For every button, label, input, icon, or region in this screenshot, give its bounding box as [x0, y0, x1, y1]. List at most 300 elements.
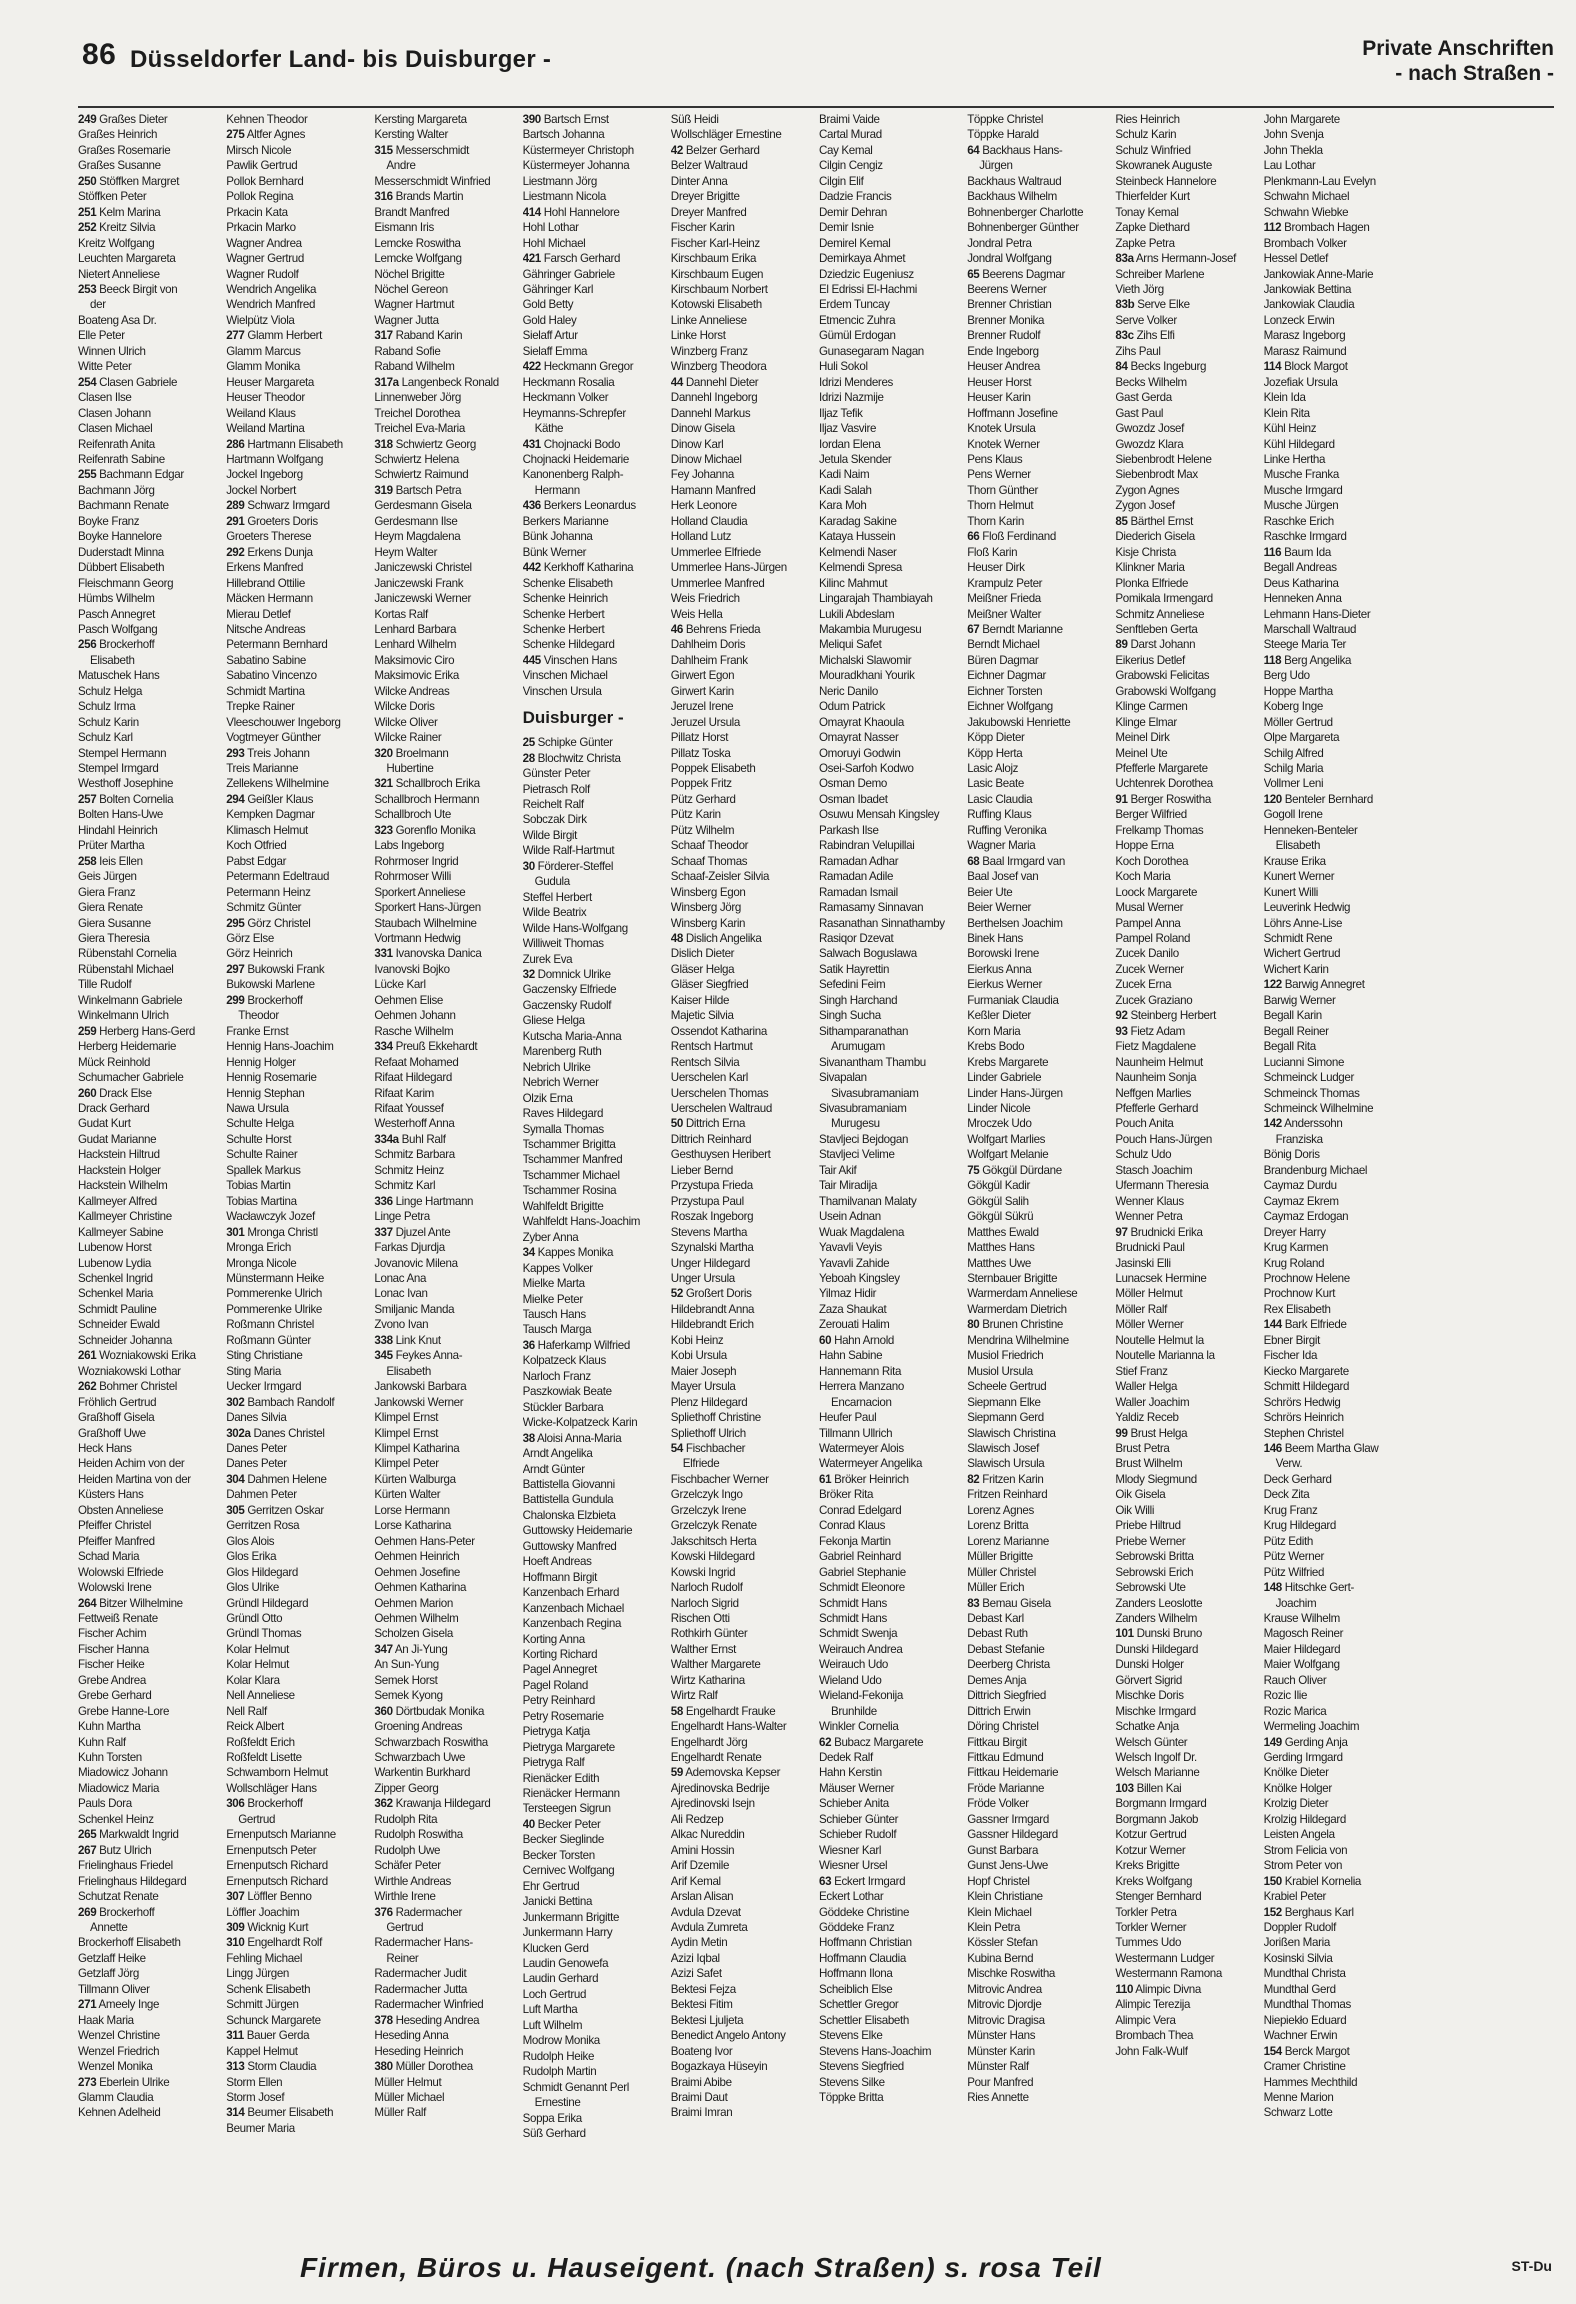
- directory-entry: [819, 1843, 961, 1858]
- resident-name: Herrera Manzano: [818, 1380, 904, 1394]
- directory-entry: [1264, 1997, 1406, 2012]
- resident-name: Stavljeci Bejdogan: [818, 1132, 909, 1146]
- directory-entry: [374, 1317, 516, 1332]
- directory-entry: [226, 282, 368, 297]
- house-number: 112: [1263, 221, 1282, 235]
- directory-entry: [523, 375, 665, 390]
- directory-entry: [671, 220, 813, 235]
- resident-name: Pauls Dora: [78, 1797, 132, 1811]
- resident-name: Stasch Joachim: [1115, 1163, 1193, 1177]
- resident-name: Rex Elisabeth: [1263, 1302, 1331, 1316]
- resident-name: Töppke Harald: [967, 128, 1039, 142]
- directory-entry: [226, 684, 368, 699]
- resident-name: Berck Margot: [1284, 2044, 1350, 2058]
- resident-name: Grzelczyk Irene: [670, 1503, 747, 1517]
- directory-entry: [78, 1039, 220, 1054]
- resident-name: Scholzen Gisela: [374, 1627, 453, 1641]
- resident-name: Grzelczyk Ingo: [670, 1488, 743, 1502]
- resident-name: Rentsch Hartmut: [670, 1040, 753, 1054]
- directory-entry: [671, 1626, 813, 1641]
- house-number: 253: [78, 282, 97, 296]
- directory-entry: [78, 1812, 220, 1827]
- resident-name: Heseding Anna: [374, 2029, 449, 2043]
- resident-name: Kallmeyer Christine: [78, 1210, 172, 1224]
- resident-name: Klinge Elmar: [1115, 715, 1177, 729]
- resident-name: Grabowski Felicitas: [1115, 669, 1210, 683]
- resident-name: Schreiber Marlene: [1115, 267, 1205, 281]
- resident-name: Barwig Werner: [1263, 993, 1336, 1007]
- directory-entry: [374, 854, 516, 869]
- resident-name: Olpe Margareta: [1263, 731, 1340, 745]
- directory-entry: [523, 1771, 665, 1786]
- directory-entry: [78, 1858, 220, 1873]
- resident-name: Ebner Birgit: [1263, 1333, 1320, 1347]
- directory-entry: [226, 127, 368, 142]
- resident-name: Gudula: [534, 875, 570, 889]
- directory-entry: [78, 189, 220, 204]
- directory-entry: [967, 993, 1109, 1008]
- directory-entry: [671, 344, 813, 359]
- resident-name: Radermacher Jutta: [374, 1982, 468, 1996]
- directory-entry: [1115, 143, 1257, 158]
- directory-entry: [819, 437, 961, 452]
- resident-name: Klimpel Katharina: [374, 1441, 460, 1455]
- directory-entry: [226, 1256, 368, 1271]
- directory-entry: [374, 375, 516, 390]
- resident-name: Krug Karmen: [1263, 1241, 1329, 1255]
- house-number: 345: [374, 1349, 393, 1363]
- directory-entry: [523, 112, 665, 127]
- directory-entry: [1115, 1024, 1257, 1039]
- directory-entry: [78, 1719, 220, 1734]
- directory-entry: [1264, 916, 1406, 931]
- resident-name: Sivasubramaniam: [830, 1086, 919, 1100]
- directory-entry: [819, 514, 961, 529]
- directory-entry: [78, 1673, 220, 1688]
- resident-name: Schmitz Karl: [374, 1179, 436, 1193]
- resident-name: Hoeft Andreas: [522, 1555, 592, 1569]
- directory-entry: [1115, 746, 1257, 761]
- resident-name: Avdula Zumreta: [670, 1921, 748, 1935]
- resident-name: Glos Alois: [226, 1534, 275, 1548]
- resident-name: Müller Brigitte: [967, 1550, 1033, 1564]
- house-number: 275: [226, 128, 245, 142]
- resident-name: Pfefferle Margarete: [1115, 762, 1208, 776]
- directory-entry: [819, 792, 961, 807]
- directory-entry: [671, 792, 813, 807]
- directory-entry: [374, 576, 516, 591]
- directory-entry: [819, 931, 961, 946]
- resident-name: Winkelmann Ulrich: [78, 1009, 169, 1023]
- directory-entry: [819, 313, 961, 328]
- resident-name: Battistella Giovanni: [522, 1477, 615, 1491]
- directory-entry: [1264, 1719, 1406, 1734]
- resident-name: Hahn Arnold: [834, 1333, 895, 1347]
- directory-entry: [671, 1596, 813, 1611]
- directory-entry: [78, 1565, 220, 1580]
- directory-entry: [226, 375, 368, 390]
- directory-entry: [374, 746, 516, 761]
- resident-name: Pütz Werner: [1263, 1550, 1324, 1564]
- resident-name: Osman Demo: [818, 777, 888, 791]
- resident-name: Danes Peter: [226, 1441, 287, 1455]
- resident-name: Skowranek Auguste: [1115, 159, 1212, 173]
- resident-name: Ajredinovski Isejn: [670, 1797, 755, 1811]
- resident-name: Mirsch Nicole: [226, 143, 292, 157]
- resident-name: Weis Hella: [670, 607, 723, 621]
- house-number: 65: [967, 267, 980, 281]
- directory-entry: [1264, 1209, 1406, 1224]
- resident-name: Jorißen Maria: [1263, 1936, 1330, 1950]
- directory-entry: [967, 189, 1109, 204]
- resident-name: Wichert Gertrud: [1263, 947, 1341, 961]
- directory-entry: [374, 1518, 516, 1533]
- resident-name: Danes Silvia: [226, 1411, 287, 1425]
- directory-entry: [374, 1704, 516, 1719]
- resident-name: Musiol Friedrich: [967, 1349, 1044, 1363]
- resident-name: Bärthel Ernst: [1130, 514, 1193, 528]
- resident-name: Raband Sofie: [374, 344, 441, 358]
- resident-name: Unger Hildegard: [670, 1256, 750, 1270]
- resident-name: Kadi Naim: [818, 468, 870, 482]
- directory-entry: [819, 1935, 961, 1950]
- resident-name: Arif Dzemile: [670, 1859, 730, 1873]
- directory-entry: [374, 282, 516, 297]
- directory-entry: [967, 359, 1109, 374]
- resident-name: Eckert Irmgard: [834, 1874, 906, 1888]
- resident-name: Wilde Ralf-Hartmut: [522, 844, 615, 858]
- house-number: 315: [374, 143, 393, 157]
- resident-name: Möller Ralf: [1115, 1302, 1167, 1316]
- directory-entry-continuation: [819, 1704, 961, 1719]
- resident-name: Koch Maria: [1115, 870, 1171, 884]
- resident-name: Lubenow Horst: [78, 1241, 152, 1255]
- house-number: 46: [670, 622, 683, 636]
- resident-name: Battistella Gundula: [522, 1493, 614, 1507]
- resident-name: Weiland Klaus: [226, 406, 296, 420]
- resident-name: Kutscha Maria-Anna: [522, 1029, 622, 1043]
- directory-entry: [1115, 1178, 1257, 1193]
- resident-name: Ajredinovska Bedrije: [670, 1781, 770, 1795]
- directory-entry: [1115, 885, 1257, 900]
- directory-entry: [819, 607, 961, 622]
- directory-entry: [1264, 1935, 1406, 1950]
- directory-entry: [967, 1657, 1109, 1672]
- directory-entry: [671, 653, 813, 668]
- directory-entry: [226, 1286, 368, 1301]
- resident-name: Strom Peter von: [1263, 1859, 1343, 1873]
- directory-entry: [374, 869, 516, 884]
- directory-entry: [671, 1348, 813, 1363]
- resident-name: Gwozdz Josef: [1115, 422, 1185, 436]
- directory-entry: [374, 1178, 516, 1193]
- resident-name: Brust Petra: [1115, 1441, 1170, 1455]
- directory-entry: [226, 838, 368, 853]
- resident-name: Sternbauer Brigitte: [967, 1271, 1058, 1285]
- resident-name: Klein Ida: [1263, 391, 1306, 405]
- directory-entry: [78, 1549, 220, 1564]
- directory-entry: [523, 1338, 665, 1353]
- resident-name: Treis Johann: [247, 746, 310, 760]
- directory-entry: [78, 993, 220, 1008]
- resident-name: Mronga Christl: [247, 1225, 318, 1239]
- directory-entry: [1115, 1765, 1257, 1780]
- directory-entry: [1264, 112, 1406, 127]
- directory-entry: [671, 2075, 813, 2090]
- resident-name: Schwiertz Georg: [395, 437, 477, 451]
- directory-entry: [78, 1364, 220, 1379]
- resident-name: Trepke Rainer: [226, 700, 295, 714]
- directory-entry: [967, 854, 1109, 869]
- directory-entry: [671, 807, 813, 822]
- resident-name: Rifaat Hildegard: [374, 1071, 452, 1085]
- resident-name: Dislich Dieter: [670, 947, 735, 961]
- house-number: 101: [1115, 1627, 1134, 1641]
- directory-entry: [967, 1966, 1109, 1981]
- resident-name: Raband Karin: [395, 329, 463, 343]
- resident-name: Schieber Günter: [818, 1812, 899, 1826]
- resident-name: Yaldiz Receb: [1115, 1411, 1179, 1425]
- resident-name: Wirthle Irene: [374, 1890, 436, 1904]
- resident-name: Heufer Paul: [818, 1411, 877, 1425]
- resident-name: Ieis Ellen: [99, 854, 143, 868]
- directory-entry: [1264, 2013, 1406, 2028]
- directory-entry: [819, 1827, 961, 1842]
- resident-name: Meinel Dirk: [1115, 731, 1170, 745]
- directory-entry: [671, 1132, 813, 1147]
- resident-name: Wenner Petra: [1115, 1210, 1183, 1224]
- resident-name: Oehmen Elise: [374, 993, 444, 1007]
- resident-name: Glos Erika: [226, 1550, 277, 1564]
- resident-name: Krawanja Hildegard: [395, 1797, 491, 1811]
- directory-entry: [374, 2075, 516, 2090]
- resident-name: Alimpic Terezija: [1115, 1998, 1191, 2012]
- house-number: 318: [374, 437, 393, 451]
- resident-name: Kobi Heinz: [670, 1333, 724, 1347]
- directory-entry: [374, 220, 516, 235]
- resident-name: Görz Christel: [247, 916, 311, 930]
- resident-name: Elle Peter: [78, 329, 125, 343]
- directory-entry: [819, 1178, 961, 1193]
- directory-entry: [78, 1132, 220, 1147]
- resident-name: Prkacin Kata: [226, 205, 288, 219]
- directory-entry: [967, 1951, 1109, 1966]
- resident-name: Amini Hossin: [670, 1843, 735, 1857]
- directory-entry: [671, 1858, 813, 1873]
- house-number: 83c: [1115, 329, 1134, 343]
- resident-name: Warkentin Burkhard: [374, 1766, 471, 1780]
- directory-entry: [819, 1534, 961, 1549]
- directory-entry: [226, 529, 368, 544]
- directory-entry: [671, 1796, 813, 1811]
- directory-entry: [226, 1333, 368, 1348]
- directory-entry: [523, 2049, 665, 2064]
- resident-name: Lukili Abdeslam: [818, 607, 895, 621]
- resident-name: Iordan Elena: [818, 437, 881, 451]
- resident-name: Rasiqor Dzevat: [818, 932, 894, 946]
- resident-name: Hoffmann Josefine: [967, 406, 1058, 420]
- directory-entry: [819, 1781, 961, 1796]
- house-number: 60: [818, 1333, 832, 1347]
- resident-name: Koch Otfried: [226, 839, 287, 853]
- resident-name: Kappes Volker: [522, 1261, 593, 1275]
- resident-name: Cilgin Cengiz: [818, 159, 883, 173]
- directory-entry: [671, 2013, 813, 2028]
- directory-entry: [226, 1827, 368, 1842]
- resident-name: Ruffing Klaus: [967, 808, 1032, 822]
- directory-entry: [78, 1982, 220, 1997]
- resident-name: Weirauch Andrea: [818, 1642, 903, 1656]
- footer-notice: Firmen, Büros u. Hauseigent. (nach Straßen) s. rosa Teil: [300, 2252, 1102, 2283]
- resident-name: Janiczewski Werner: [374, 592, 471, 606]
- resident-name: Linder Nicole: [967, 1102, 1031, 1115]
- resident-name: Dörtbudak Monika: [395, 1704, 485, 1718]
- resident-name: Siepmann Elke: [967, 1395, 1041, 1409]
- directory-entry: [226, 1379, 368, 1394]
- directory-entry: [1115, 977, 1257, 992]
- resident-name: Schettler Elisabeth: [818, 2013, 910, 2027]
- directory-entry: [1264, 977, 1406, 992]
- resident-name: Erdem Tuncay: [818, 298, 890, 312]
- directory-entry: [1264, 1750, 1406, 1765]
- resident-name: Westermann Ludger: [1115, 1951, 1215, 1965]
- directory-entry: [523, 1925, 665, 1940]
- resident-name: Tillmann Oliver: [78, 1982, 150, 1996]
- directory-entry: [78, 854, 220, 869]
- resident-name: Pommerenke Ulrike: [226, 1302, 323, 1316]
- resident-name: Gähringer Karl: [522, 282, 594, 296]
- resident-name: Reifenrath Sabine: [78, 452, 165, 466]
- directory-entry: [226, 668, 368, 683]
- directory-entry: [819, 529, 961, 544]
- directory-entry: [671, 576, 813, 591]
- resident-name: Heymanns-Schrepfer: [522, 406, 626, 420]
- directory-entry: [1115, 699, 1257, 714]
- resident-name: Michalski Slawomir: [818, 653, 912, 667]
- resident-name: Haak Maria: [78, 2013, 134, 2027]
- directory-entry: [1115, 529, 1257, 544]
- directory-entry: [523, 1446, 665, 1461]
- resident-name: Schulte Rainer: [226, 1148, 298, 1162]
- resident-name: Müller Christel: [967, 1565, 1037, 1579]
- directory-entry: [78, 1518, 220, 1533]
- resident-name: Görvert Sigrid: [1115, 1673, 1183, 1687]
- directory-entry: [226, 437, 368, 452]
- resident-name: Tschammer Manfred: [522, 1153, 623, 1167]
- resident-name: Schmitz Barbara: [374, 1148, 455, 1162]
- resident-name: Hannemann Rita: [818, 1364, 902, 1378]
- directory-entry: [967, 1410, 1109, 1425]
- resident-name: Krebs Margarete: [967, 1055, 1049, 1069]
- resident-name: Boateng Ivor: [670, 2044, 733, 2058]
- directory-entry: [671, 1302, 813, 1317]
- resident-name: Mitrovic Andrea: [967, 1982, 1042, 1996]
- directory-entry: [523, 1971, 665, 1986]
- directory-entry: [1115, 2013, 1257, 2028]
- house-number: 294: [226, 792, 245, 806]
- directory-entry: [819, 2059, 961, 2074]
- resident-name: Hindahl Heinrich: [78, 823, 158, 837]
- directory-entry: [671, 1982, 813, 1997]
- house-number: 66: [967, 530, 980, 544]
- resident-name: Mayer Ursula: [670, 1380, 736, 1394]
- directory-entry: [1264, 1147, 1406, 1162]
- directory-entry: [523, 143, 665, 158]
- resident-name: Elfriede: [682, 1457, 720, 1471]
- resident-name: Wielpütz Viola: [226, 313, 295, 327]
- resident-name: Gold Haley: [522, 313, 577, 327]
- resident-name: Mierau Detlef: [226, 607, 291, 621]
- house-number: 114: [1263, 360, 1282, 374]
- directory-entry: [967, 1426, 1109, 1441]
- directory-entry: [819, 375, 961, 390]
- resident-name: Demirel Kemal: [818, 236, 891, 250]
- resident-name: Meißner Walter: [967, 607, 1042, 621]
- resident-name: Dislich Angelika: [685, 932, 762, 946]
- resident-name: Wolfgart Marlies: [967, 1132, 1046, 1146]
- directory-entry: [226, 1935, 368, 1950]
- house-number: 257: [78, 792, 97, 806]
- resident-name: Sielaff Artur: [522, 329, 578, 343]
- directory-entry: [523, 251, 665, 266]
- resident-name: Benedict Angelo Antony: [670, 2029, 786, 2043]
- resident-name: Wiesner Karl: [818, 1843, 882, 1857]
- resident-name: Fettweiß Renate: [78, 1611, 158, 1625]
- resident-name: Boyke Hannelore: [78, 530, 162, 544]
- directory-entry: [671, 483, 813, 498]
- directory-entry: [374, 1410, 516, 1425]
- directory-entry: [523, 313, 665, 328]
- directory-entry: [374, 1796, 516, 1811]
- directory-entry: [967, 143, 1109, 158]
- resident-name: Kosinski Silvia: [1263, 1951, 1333, 1965]
- resident-name: Kunert Werner: [1263, 870, 1335, 884]
- resident-name: Schaaf Thomas: [670, 854, 748, 868]
- directory-entry: [226, 1271, 368, 1286]
- resident-name: Schulz Udo: [1115, 1148, 1172, 1162]
- directory-entry: [1264, 684, 1406, 699]
- resident-name: Leuchten Margareta: [78, 252, 176, 266]
- resident-name: Vinschen Michael: [522, 669, 608, 683]
- resident-name: Schwahn Wiebke: [1263, 205, 1349, 219]
- directory-entry: [671, 869, 813, 884]
- resident-name: Raschke Irmgard: [1263, 530, 1347, 544]
- resident-name: Schmidt Hans: [818, 1596, 887, 1610]
- directory-entry: [374, 1858, 516, 1873]
- resident-name: Fröhlich Gertrud: [78, 1395, 157, 1409]
- resident-name: Cartal Murad: [818, 128, 882, 142]
- directory-entry: [523, 1585, 665, 1600]
- resident-name: Schettler Gregor: [818, 1998, 899, 2012]
- resident-name: Haferkamp Wilfried: [537, 1338, 630, 1352]
- resident-name: Zurek Eva: [522, 952, 573, 966]
- directory-entry: [1115, 823, 1257, 838]
- page-header: [0, 0, 1576, 110]
- resident-name: Salwach Boguslawa: [818, 947, 917, 961]
- directory-entry: [374, 730, 516, 745]
- directory-entry: [374, 1024, 516, 1039]
- directory-entry: [1115, 1101, 1257, 1116]
- directory-entry: [226, 1410, 368, 1425]
- house-number: 422: [522, 360, 541, 374]
- section-label-line2: - nach Straßen -: [1395, 62, 1554, 85]
- directory-entry: [374, 838, 516, 853]
- resident-name: Storm Ellen: [226, 2075, 283, 2089]
- directory-entry: [967, 1827, 1109, 1842]
- directory-entry: [226, 1596, 368, 1611]
- resident-name: Wagner Hartmut: [374, 298, 455, 312]
- directory-entry: [671, 1070, 813, 1085]
